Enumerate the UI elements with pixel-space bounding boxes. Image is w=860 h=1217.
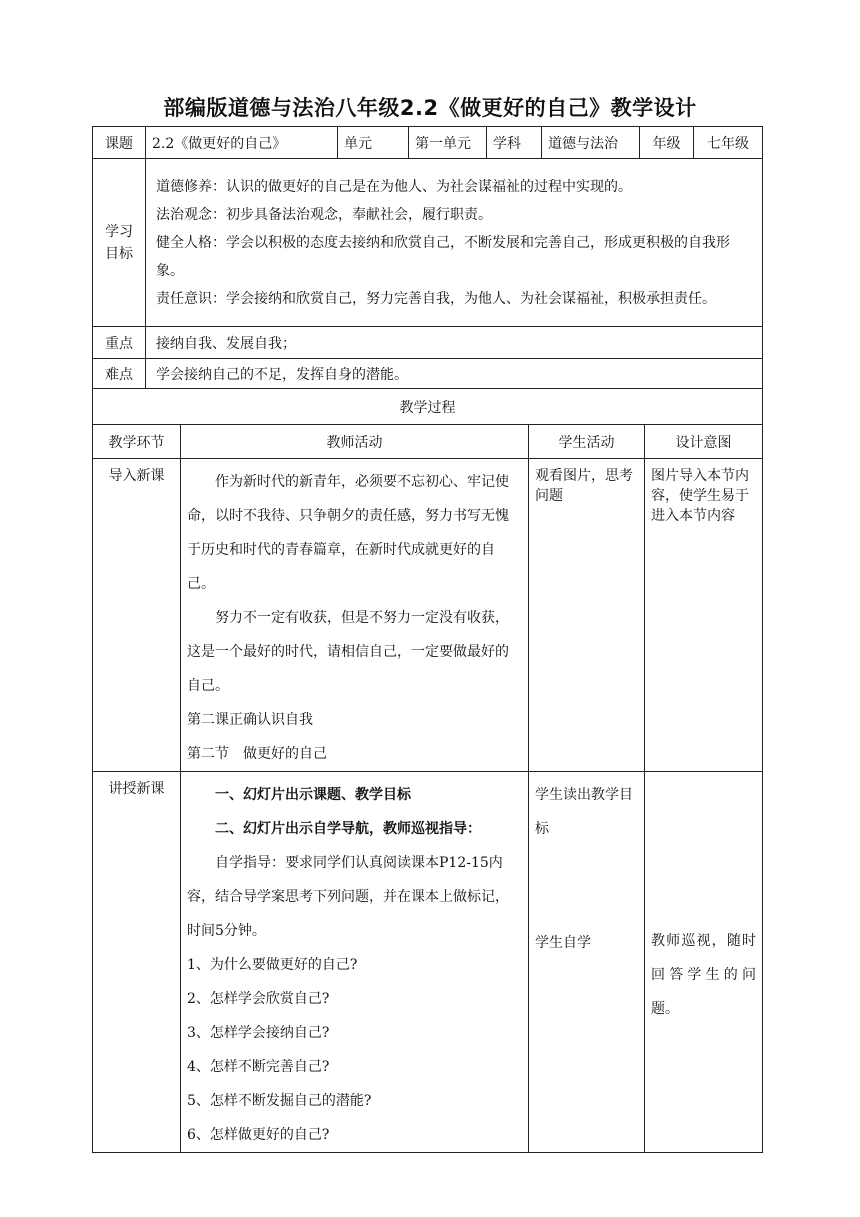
- header-student: 学生活动: [529, 425, 645, 459]
- process-header-row: [93, 425, 763, 459]
- goal-item: 健全人格：学会以积极的态度去接纳和欣赏自己，不断发展和完善自己，形成更积极的自我形象。: [156, 234, 730, 279]
- difficulty-label: 难点: [93, 359, 146, 389]
- new-lesson-student-1: 学生读出教学目标: [535, 787, 633, 837]
- header-intent: 设计意图: [645, 425, 763, 459]
- process-title: 教学过程: [93, 389, 763, 425]
- intro-student: 观看图片，思考问题: [529, 459, 645, 772]
- goal-item: 道德修养：认识的做更好的自己是在为他人、为社会谋福祉的过程中实现的。: [156, 178, 632, 195]
- subject-label: 学科: [487, 127, 542, 159]
- key-point-row: [93, 327, 763, 359]
- header-teacher: 教师活动: [181, 425, 529, 459]
- intro-teacher-para: 第二节 做更好的自己: [187, 746, 327, 762]
- intro-teacher: [181, 459, 529, 772]
- new-lesson-student-2: 学生自学: [535, 935, 591, 951]
- difficulty-row: [93, 359, 763, 389]
- intro-teacher-para: 努力不一定有收获，但是不努力一定没有收获，这是一个最好的时代，请相信自己，一定要做最好的自己。: [187, 610, 509, 694]
- goal-item: 责任意识：学会接纳和欣赏自己，努力完善自我，为他人、为社会谋福祉，积极承担责任。: [156, 290, 716, 307]
- intro-stage: 导入新课: [93, 459, 181, 772]
- new-lesson-step: 自学指导：要求同学们认真阅读课本P12-15内容，结合导学案思考下列问题，并在课本上做标记，时间5分钟。: [187, 855, 509, 939]
- key-point-value: 接纳自我、发展自我；: [146, 327, 763, 359]
- grade-value: 七年级: [694, 127, 763, 159]
- goal-item: 法治观念：初步具备法治观念，奉献社会，履行职责。: [156, 206, 492, 223]
- intro-teacher-para: 作为新时代的新青年，必须要不忘初心、牢记使命，以时不我待、只争朝夕的责任感，努力书写无愧于历史和时代的青春篇章，在新时代成就更好的自己。: [187, 474, 509, 592]
- new-lesson-student: [529, 772, 645, 1153]
- goals-content: [146, 159, 763, 327]
- goals-label: [93, 159, 146, 327]
- process-title-row: [93, 389, 763, 425]
- new-lesson-teacher: [181, 772, 529, 1153]
- question-item: 1、为什么要做更好的自己?: [187, 957, 358, 973]
- new-lesson-intent: [645, 772, 763, 1153]
- question-item: 2、怎样学会欣赏自己?: [187, 991, 330, 1007]
- question-item: 5、怎样不断发掘自己的潜能?: [187, 1093, 372, 1109]
- new-lesson-row: [93, 772, 763, 1153]
- question-item: 6、怎样做更好的自己?: [187, 1127, 330, 1143]
- teaching-process-table: [92, 388, 763, 1153]
- header-stage: 教学环节: [93, 425, 181, 459]
- goals-label-line2: 目标: [105, 245, 133, 262]
- question-item: 4、怎样不断完善自己?: [187, 1059, 330, 1075]
- key-point-label: 重点: [93, 327, 146, 359]
- goals-row: [93, 159, 763, 327]
- topic-label: 课题: [93, 127, 146, 159]
- question-item: 3、怎样学会接纳自己?: [187, 1025, 330, 1041]
- page-title: 部编版道德与法治八年级2.2《做更好的自己》教学设计: [163, 96, 697, 120]
- lesson-info-table: [92, 126, 763, 389]
- intro-intent: 图片导入本节内容，使学生易于进入本节内容: [645, 459, 763, 772]
- intro-row: [93, 459, 763, 772]
- new-lesson-step: 一、幻灯片出示课题、教学目标: [215, 787, 411, 803]
- new-lesson-step: 二、幻灯片出示自学导航，教师巡视指导：: [215, 821, 481, 837]
- new-lesson-intent-text: 教师巡视，随时回答学生的问题。: [651, 933, 756, 1017]
- intro-teacher-para: 第二课正确认识自我: [187, 712, 313, 728]
- difficulty-value: 学会接纳自己的不足，发挥自身的潜能。: [146, 359, 763, 389]
- unit-label: 单元: [338, 127, 409, 159]
- new-lesson-stage: 讲授新课: [93, 772, 181, 1153]
- goals-label-line1: 学习: [105, 223, 133, 240]
- topic-value: 2.2《做更好的自己》: [146, 127, 338, 159]
- header-row: [93, 127, 763, 159]
- subject-value: 道德与法治: [542, 127, 640, 159]
- unit-value: 第一单元: [409, 127, 487, 159]
- grade-label: 年级: [640, 127, 694, 159]
